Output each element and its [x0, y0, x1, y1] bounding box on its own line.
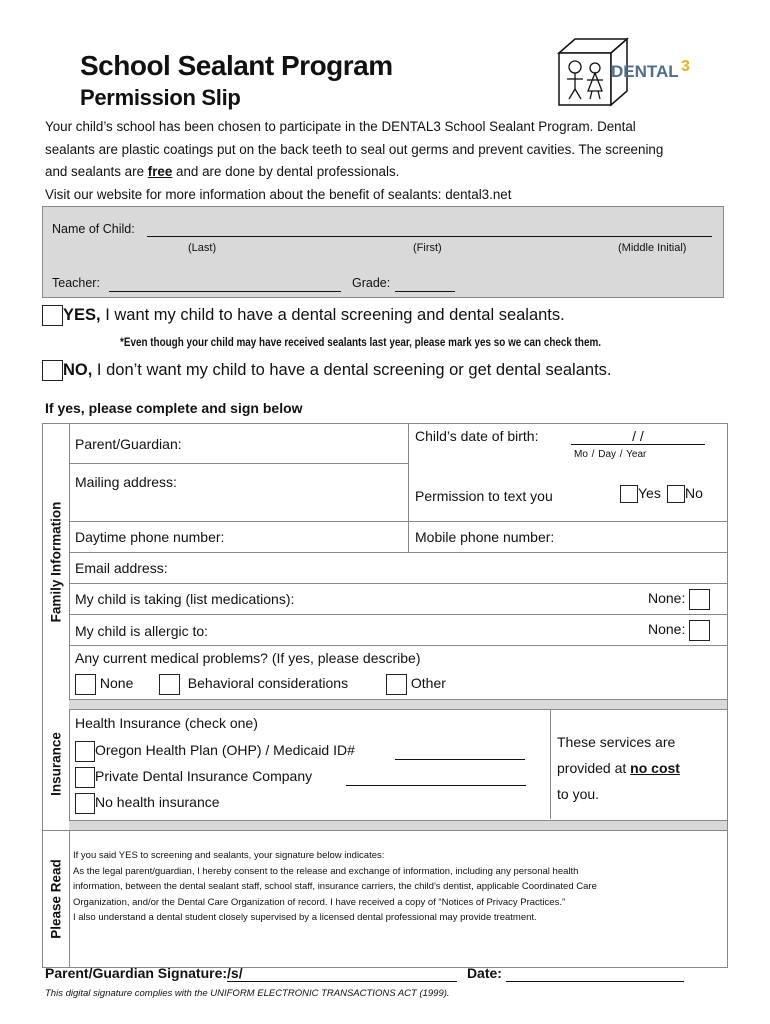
page-subtitle: Permission Slip [80, 85, 241, 110]
yes-checkbox[interactable] [42, 305, 63, 326]
no-insurance-option[interactable]: No health insurance [75, 793, 220, 814]
svg-text:DENTAL: DENTAL [611, 62, 679, 81]
medications-none-checkbox[interactable] [689, 589, 710, 610]
problem-none-checkbox[interactable] [75, 674, 96, 695]
problem-other-option[interactable]: Other [386, 674, 446, 695]
no-insurance-checkbox[interactable] [75, 793, 95, 814]
no-cost-notice: These services are provided at no cost to you. [557, 734, 680, 802]
medicaid-id-field[interactable] [395, 759, 525, 760]
name-of-child-field[interactable] [147, 236, 712, 237]
allergies-none-checkbox[interactable] [689, 620, 710, 641]
parent-guardian-label: Parent/Guardian: [75, 436, 182, 452]
medical-problems-label: Any current medical problems? (If yes, please describe) [75, 650, 421, 666]
medications-label: My child is taking (list medications): [75, 591, 295, 607]
consent-text: If you said YES to screening and sealants, your signature below indicates: As the legal parent/guardian, I hereby consent to the release and exchange of information, including any personal health information, between the dental sealant staff, school staff, insurance carriers, the child’s dentist, applicable Coordinated Care Organization, and/or the Dental Care Organization of record. I have received a copy of “Notices of Privacy Practices.” I also understand a dental student closely supervised by a licensed dental professional may provide treatment. [73, 850, 597, 923]
ohp-option[interactable]: Oregon Health Plan (OHP) / Medicaid ID# [75, 741, 355, 762]
permission-to-text-label: Permission to text you [415, 488, 553, 504]
svg-text:3: 3 [681, 58, 690, 75]
if-yes-heading: If yes, please complete and sign below [45, 400, 303, 416]
text-yes-checkbox[interactable] [620, 485, 638, 503]
allergic-label: My child is allergic to: [75, 623, 209, 639]
text-no-checkbox[interactable] [667, 485, 685, 503]
allergies-none[interactable]: None: [648, 620, 710, 641]
problem-none-option[interactable]: None [75, 674, 133, 695]
dental3-logo [555, 35, 705, 107]
form-table: Family Information Parent/Guardian: Child’s date of birth: / / Mo / Day / Year Mailing address: Permission to text you Yes No Daytime phone number: Mobile phone number: Email address: My child is taking (list medications): None: My child is allergic to: None: Any current medical problems? (If yes, please describe) None Behavioral considerations Other Insurance Health Insurance (check one) Oregon Health Plan (OHP) / Medicaid ID# Private Dental Insurance Company No health insurance These services are provided at no cost to you. Please Read If you said YES to screening and sealants, your signature below indicates: As the legal parent/guardian, I hereby consent to the release and exchange of information, including any personal health information, between the dental sealant staff, school staff, insurance carriers, the child’s dentist, applicable Coordinated Care Organization, and/or the Dental Care Organization of record. I have received a copy of “Notices of Privacy Practices.” I also understand a dental student closely supervised by a licensed dental professional may provide treatment. [42, 423, 728, 968]
signature-field[interactable]: /s/ [227, 965, 457, 982]
grade-label: Grade: [352, 276, 391, 290]
yes-option[interactable]: YES, I want my child to have a dental screening and dental sealants. [42, 305, 565, 326]
grade-field[interactable] [395, 291, 455, 292]
dob-field[interactable]: / / [571, 428, 705, 445]
mailing-address-label: Mailing address: [75, 474, 177, 490]
website-line: Visit our website for more information about the benefit of sealants: dental3.net [45, 186, 512, 202]
private-insurance-checkbox[interactable] [75, 767, 95, 788]
problem-other-checkbox[interactable] [386, 674, 407, 695]
mobile-phone-label: Mobile phone number: [415, 529, 555, 545]
date-label: Date: [466, 965, 502, 981]
text-permission-no[interactable]: No [667, 485, 703, 503]
free-emphasis: free [147, 164, 173, 179]
child-info-box: Name of Child: (Last) (First) (Middle Initial) Teacher: Grade: [42, 206, 724, 298]
legal-footer: This digital signature complies with the UNIFORM ELECTRONIC TRANSACTIONS ACT (1999). [45, 988, 450, 999]
text-permission-yes[interactable]: Yes [620, 485, 661, 503]
family-information-label: Family Information [48, 501, 64, 622]
insurance-label: Insurance [48, 732, 64, 796]
medications-none[interactable]: None: [648, 589, 710, 610]
ohp-checkbox[interactable] [75, 741, 95, 762]
email-address-label: Email address: [75, 560, 168, 576]
date-field[interactable] [506, 967, 684, 982]
insurance-company-field[interactable] [346, 785, 526, 786]
no-checkbox[interactable] [42, 360, 63, 381]
yes-note: *Even though your child may have received sealants last year, please mark yes so we can check them. [120, 337, 601, 349]
teacher-field[interactable] [109, 291, 341, 292]
no-option[interactable]: NO, I don’t want my child to have a dental screening or get dental sealants. [42, 360, 612, 381]
dob-label: Child’s date of birth: [415, 428, 539, 444]
cube-logo-icon [555, 35, 705, 107]
private-insurance-option[interactable]: Private Dental Insurance Company [75, 767, 312, 788]
intro-paragraph: Your child’s school has been chosen to participate in the DENTAL3 School Sealant Program. Dental sealants are plastic coatings put on the back teeth to seal out germs and prevent cavities. The screening and sealants are free and are done by dental professionals. Visit our website for more information about the benefit of sealants: dental3.net [45, 116, 745, 206]
teacher-label: Teacher: [52, 276, 100, 290]
please-read-label: Please Read [48, 858, 64, 939]
name-of-child-label: Name of Child: [52, 222, 135, 236]
page-title: School Sealant Program [80, 50, 393, 81]
signature-row [45, 965, 684, 982]
problem-behavioral-checkbox[interactable] [159, 674, 180, 695]
health-insurance-heading: Health Insurance (check one) [75, 715, 258, 731]
signature-label: Parent/Guardian Signature: [45, 965, 228, 981]
daytime-phone-label: Daytime phone number: [75, 529, 225, 545]
problem-behavioral-option[interactable]: Behavioral considerations [159, 674, 348, 695]
